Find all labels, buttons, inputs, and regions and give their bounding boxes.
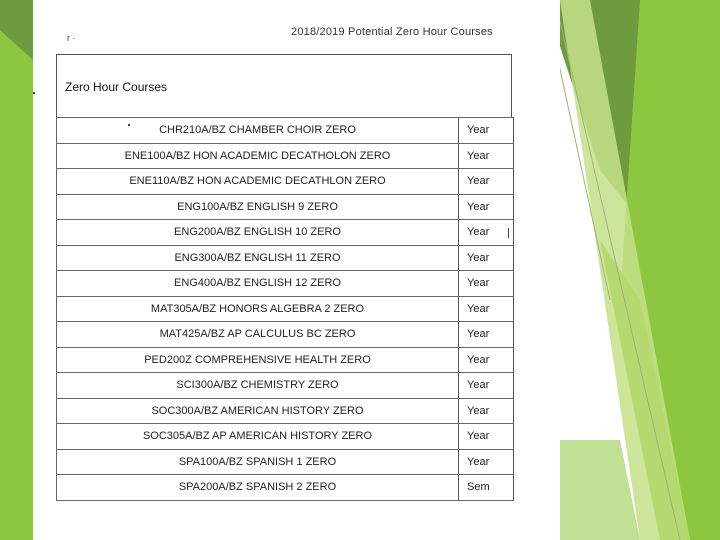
course-term: Year xyxy=(459,169,514,195)
document-title: 2018/2019 Potential Zero Hour Courses xyxy=(291,26,493,38)
table-row xyxy=(57,373,514,399)
course-term: Year xyxy=(459,373,514,399)
scratch-mark: r · xyxy=(67,33,76,43)
course-name: ENG300A/BZ ENGLISH 11 ZERO xyxy=(57,245,459,271)
table-row xyxy=(57,271,514,297)
course-name: MAT425A/BZ AP CALCULUS BC ZERO xyxy=(57,322,459,348)
course-term: Year xyxy=(459,322,514,348)
course-term: Sem xyxy=(459,475,514,501)
course-table xyxy=(56,117,514,501)
course-term: Year xyxy=(459,449,514,475)
scan-speck xyxy=(128,124,130,126)
course-name: ENE100A/BZ HON ACADEMIC DECATHOLON ZERO xyxy=(57,143,459,169)
scan-speck xyxy=(33,92,35,94)
table-row xyxy=(57,194,514,220)
course-term: Year xyxy=(459,194,514,220)
course-name: SCI300A/BZ CHEMISTRY ZERO xyxy=(57,373,459,399)
course-name: CHR210A/BZ CHAMBER CHOIR ZERO xyxy=(57,118,459,144)
course-term: Year xyxy=(459,398,514,424)
course-name: ENG100A/BZ ENGLISH 9 ZERO xyxy=(57,194,459,220)
scanned-document xyxy=(33,0,560,522)
left-green-bar xyxy=(0,0,33,540)
course-term: Year xyxy=(459,271,514,297)
course-name: SPA100A/BZ SPANISH 1 ZERO xyxy=(57,449,459,475)
table-row xyxy=(57,322,514,348)
table-row xyxy=(57,398,514,424)
course-name: ENG200A/BZ ENGLISH 10 ZERO xyxy=(57,220,459,246)
course-name: SPA200A/BZ SPANISH 2 ZERO xyxy=(57,475,459,501)
course-term: Year xyxy=(459,118,514,144)
section-title: Zero Hour Courses xyxy=(65,80,168,94)
margin-pen-mark xyxy=(508,228,509,238)
table-row xyxy=(57,118,514,144)
table-row xyxy=(57,143,514,169)
table-row xyxy=(57,220,514,246)
course-term: Year xyxy=(459,296,514,322)
course-name: MAT305A/BZ HONORS ALGEBRA 2 ZERO xyxy=(57,296,459,322)
table-row xyxy=(57,449,514,475)
course-name: ENE110A/BZ HON ACADEMIC DECATHLON ZERO xyxy=(57,169,459,195)
course-term: Year xyxy=(459,143,514,169)
course-name: SOC305A/BZ AP AMERICAN HISTORY ZERO xyxy=(57,424,459,450)
course-term: Year xyxy=(459,245,514,271)
table-row xyxy=(57,347,514,373)
table-row xyxy=(57,169,514,195)
table-row xyxy=(57,296,514,322)
course-term: Year xyxy=(459,424,514,450)
course-name: SOC300A/BZ AMERICAN HISTORY ZERO xyxy=(57,398,459,424)
course-term: Year xyxy=(459,347,514,373)
table-row xyxy=(57,424,514,450)
course-term: Year xyxy=(459,220,514,246)
course-name: ENG400A/BZ ENGLISH 12 ZERO xyxy=(57,271,459,297)
section-header-box xyxy=(56,54,512,117)
table-row xyxy=(57,245,514,271)
course-name: PED200Z COMPREHENSIVE HEALTH ZERO xyxy=(57,347,459,373)
table-row xyxy=(57,475,514,501)
